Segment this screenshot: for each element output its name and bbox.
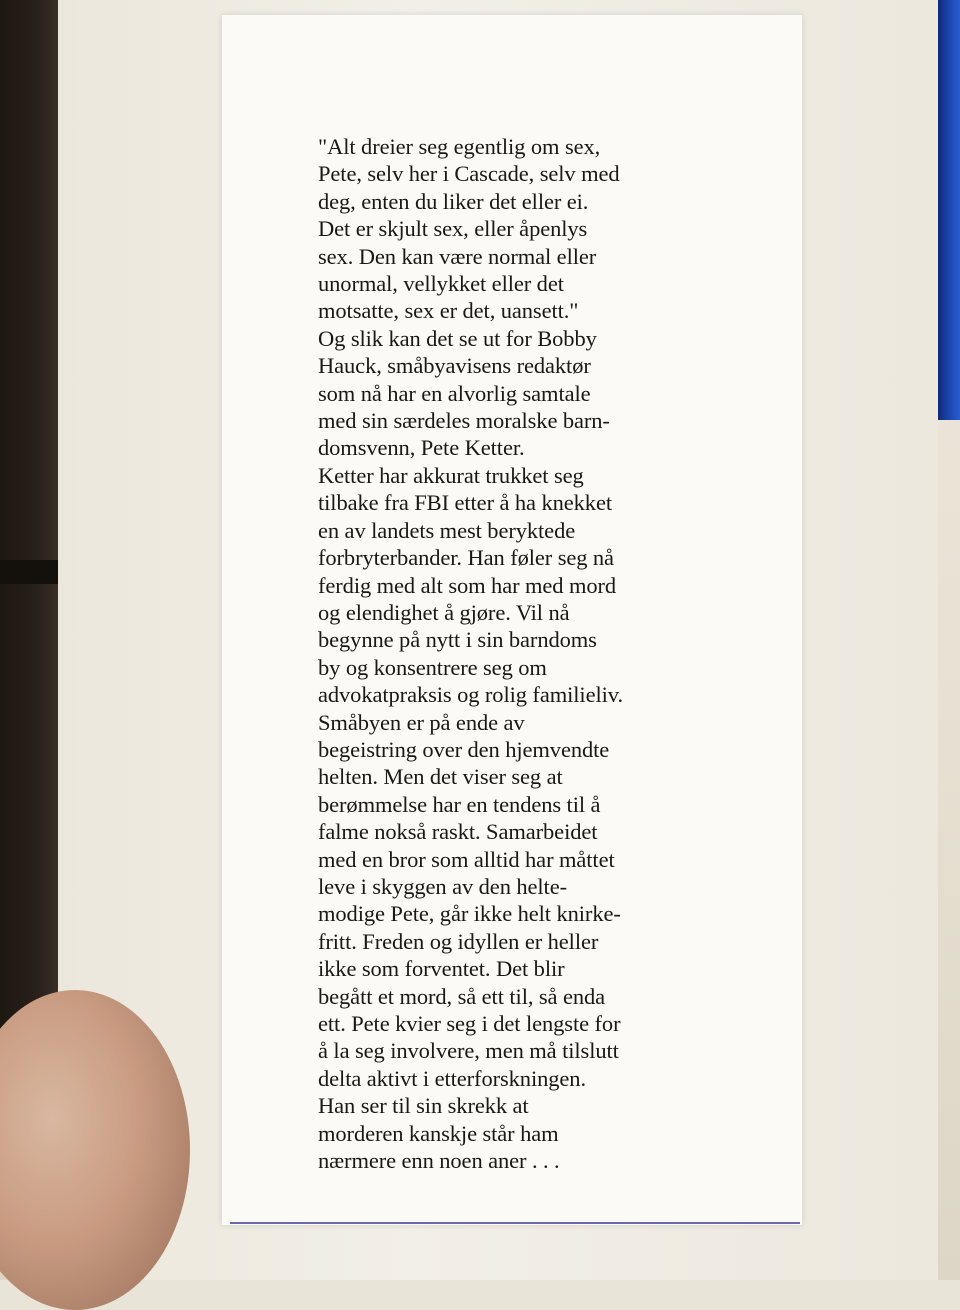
blurb-line: berømmelse har en tendens til å [318,791,601,817]
blurb-line: og elendighet å gjøre. Vil nå [318,599,570,625]
blurb-line: en av landets mest beryktede [318,517,576,543]
blurb-line: modige Pete, går ikke helt knirke- [318,901,621,927]
blurb-line: Hauck, småbyavisens redaktør [318,353,591,379]
blurb-line: delta aktivt i etterforskningen. [318,1065,586,1091]
blue-cover-edge [938,0,960,420]
blurb-line: med sin særdeles moralske barn- [318,408,610,434]
blurb-line: Og slik kan det se ut for Bobby [318,325,597,351]
blurb-line: morderen kanskje står ham [318,1120,559,1146]
blurb-line: falme nokså raskt. Samarbeidet [318,819,598,845]
blurb-line: fritt. Freden og idyllen er heller [318,928,599,954]
blurb-line: Han ser til sin skrekk at [318,1093,529,1119]
blurb-line: ikke som forventet. Det blir [318,956,565,982]
blurb-line: unormal, vellykket eller det [318,271,564,297]
paper-slip [222,15,802,1225]
blurb-line: nærmere enn noen aner . . . [318,1148,560,1174]
blurb-line: begynne på nytt i sin barndoms [318,627,597,653]
ink-underline [230,1222,800,1224]
blurb-line: å la seg involvere, men må tilslutt [318,1038,619,1064]
blurb-line: advokatpraksis og rolig familieliv. [318,682,623,708]
blurb-line: med en bror som alltid har måttet [318,846,615,872]
blurb-line: Pete, selv her i Cascade, selv med [318,161,620,187]
blurb-line: leve i skyggen av den helte- [318,873,567,899]
blurb-line: domsvenn, Pete Ketter. [318,435,525,461]
book-spine-band [0,560,58,584]
blurb-line: by og konsentrere seg om [318,654,547,680]
blurb-line: sex. Den kan være normal eller [318,243,597,269]
blurb-line: helten. Men det viser seg at [318,764,563,790]
blurb-line: begeistring over den hjemvendte [318,736,610,762]
blurb-line: ett. Pete kvier seg i det lengste for [318,1011,621,1036]
book-spine [0,0,58,1100]
blurb-line: Småbyen er på ende av [318,709,525,735]
blurb-line: Ketter har akkurat trukket seg [318,462,584,488]
blurb-line: "Alt dreier seg egentlig om sex, [318,134,601,159]
blurb-line: Det er skjult sex, eller åpenlys [318,216,588,242]
blurb-line: motsatte, sex er det, uansett." [318,298,579,324]
blurb-line: forbryterbander. Han føler seg nå [318,545,614,571]
blurb-line: begått et mord, så ett til, så enda [318,983,606,1009]
blurb-line: som nå har en alvorlig samtale [318,380,591,406]
blurb-line: ferdig med alt som har med mord [318,572,617,598]
blurb-text [318,133,788,1174]
blurb-line: deg, enten du liker det eller ei. [318,188,589,214]
blurb-line: tilbake fra FBI etter å ha knekket [318,490,612,516]
